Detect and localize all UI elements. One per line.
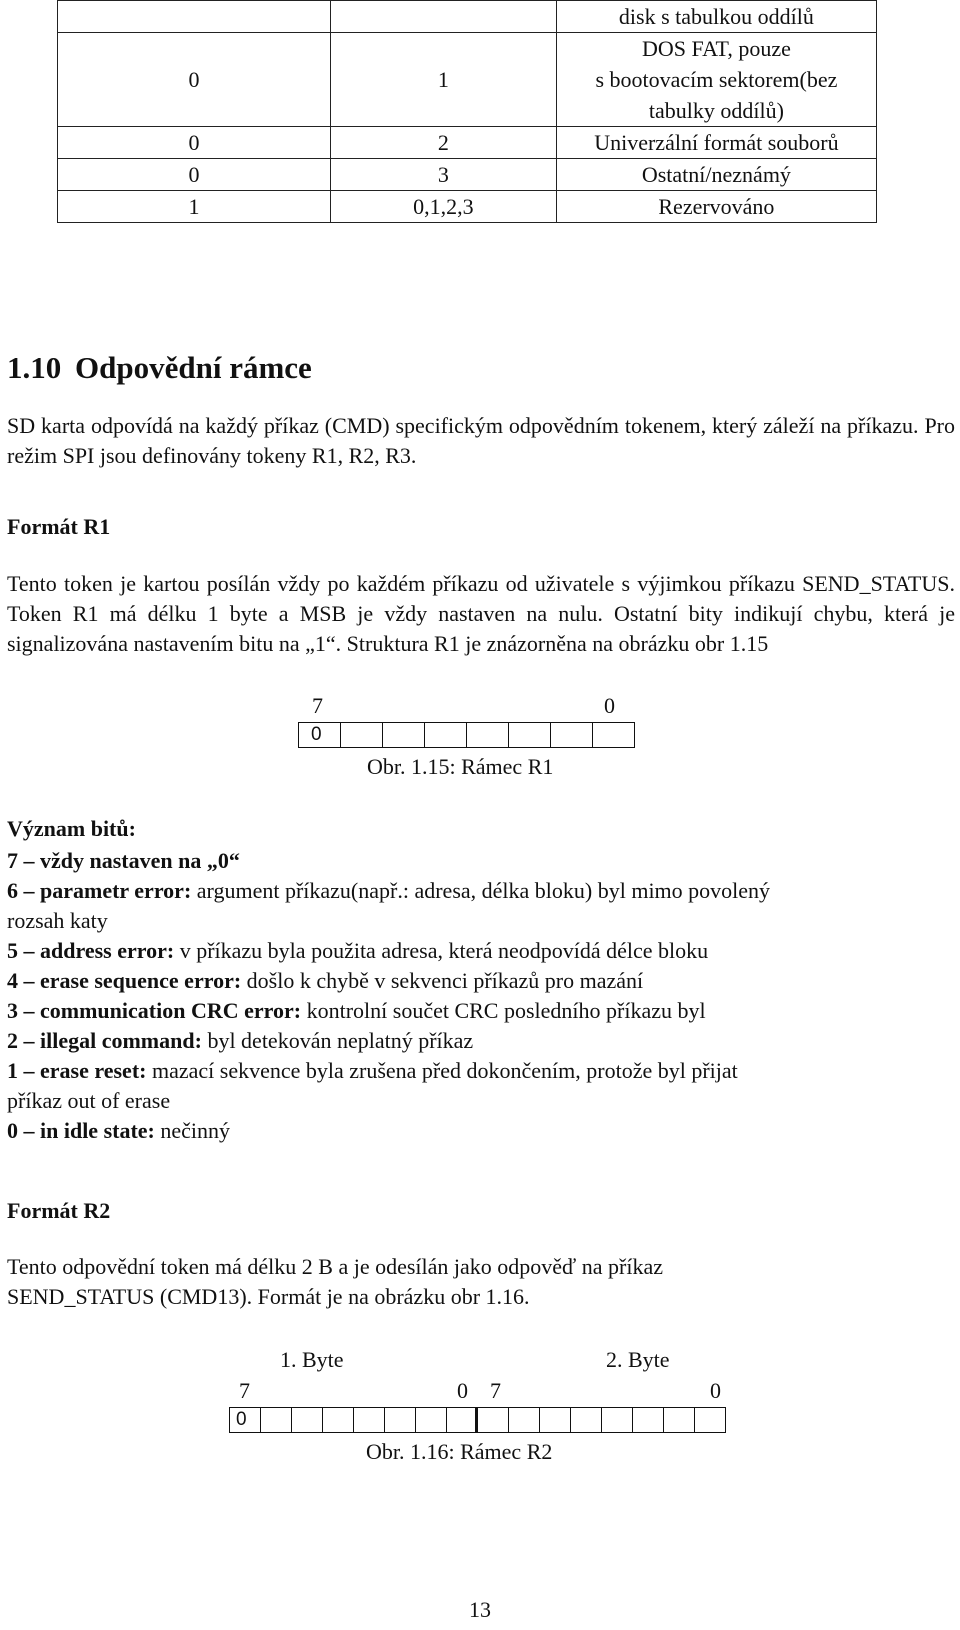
r2-figure-caption: Obr. 1.16: Rámec R2 (366, 1439, 553, 1464)
r1-figure-caption: Obr. 1.15: Rámec R1 (367, 754, 554, 779)
bit-desc: argument příkazu(např.: adresa, délka bloku) byl mimo povolený (191, 878, 771, 903)
table-cell: Rezervováno (556, 191, 876, 223)
table-cell: 2 (331, 127, 557, 159)
bit-meaning-list (7, 846, 955, 1146)
bit-cell (261, 1408, 292, 1432)
byte1-label: 1. Byte (280, 1347, 344, 1372)
byte2-bit-low: 0 (710, 1378, 721, 1403)
list-item (7, 876, 955, 906)
cell-line: tabulky oddílů) (648, 98, 784, 123)
table-cell: 0,1,2,3 (331, 191, 557, 223)
section-intro: SD karta odpovídá na každý příkaz (CMD) specifickým odpovědním tokenem, který záleží na příkazu. Pro režim SPI jsou definovány tokeny R1, R2, R3. (7, 413, 955, 468)
bit-cell (509, 1408, 540, 1432)
bit-cell (540, 1408, 571, 1432)
table-cell: disk s tabulkou oddílů (556, 1, 876, 33)
bit-cell: 0 (299, 723, 341, 747)
table-row (58, 191, 877, 223)
partition-type-table (57, 0, 877, 223)
table-cell: 1 (58, 191, 331, 223)
table-cell: 3 (331, 159, 557, 191)
table-cell (58, 1, 331, 33)
text-line: SEND_STATUS (CMD13). Formát je na obrázku obr 1.16. (7, 1284, 530, 1309)
bit-cell (571, 1408, 602, 1432)
cell-line: s bootovacím sektorem(bez (595, 67, 838, 92)
bit-label: 2 – illegal command: (7, 1028, 202, 1053)
section-heading (7, 350, 312, 386)
list-item (7, 1116, 955, 1146)
bit-cell: 0 (230, 1408, 261, 1432)
table-cell (556, 33, 876, 127)
bit-label: 4 – erase sequence error: (7, 968, 242, 993)
list-item (7, 846, 955, 876)
r2-register-diagram (229, 1407, 726, 1433)
list-item (7, 906, 955, 936)
bit-cell (695, 1408, 726, 1432)
table-cell: 0 (58, 33, 331, 127)
bits-heading: Význam bitů: (7, 816, 136, 841)
bit-cell (425, 723, 467, 747)
bit-cell (664, 1408, 695, 1432)
list-item (7, 1086, 955, 1116)
byte1-bit-high: 7 (239, 1378, 250, 1403)
table-row (58, 127, 877, 159)
byte1-bit-low: 0 (457, 1378, 468, 1403)
bit-cell (292, 1408, 323, 1432)
table-cell: 1 (331, 33, 557, 127)
bit-cell (478, 1408, 509, 1432)
list-item (7, 936, 955, 966)
table-cell: 0 (58, 159, 331, 191)
list-item (7, 1026, 955, 1056)
cell-line: DOS FAT, pouze (641, 36, 791, 61)
r1-register-diagram (298, 722, 635, 748)
list-item (7, 966, 955, 996)
byte2-bit-high: 7 (490, 1378, 501, 1403)
table-cell (331, 1, 557, 33)
table-cell: 0 (58, 127, 331, 159)
bit-desc-cont: příkaz out of erase (7, 1088, 171, 1113)
list-item (7, 996, 955, 1026)
bit-cell (509, 723, 551, 747)
bit-label: 3 – communication CRC error: (7, 998, 302, 1023)
bit-label: 6 – parametr error: (7, 878, 192, 903)
bit-desc: v příkazu byla použita adresa, která neodpovídá délce bloku (174, 938, 709, 963)
r1-heading: Formát R1 (7, 514, 111, 539)
bit-cell (323, 1408, 354, 1432)
text-line: Tento odpovědní token má délku 2 B a je odesílán jako odpověď na příkaz (7, 1254, 664, 1279)
r1-bit-high-label: 7 (312, 693, 323, 718)
bit-cell (633, 1408, 664, 1432)
section-number: 1.10 (7, 350, 62, 385)
bit-cell (447, 1408, 478, 1432)
bit-desc: kontrolní součet CRC posledního příkazu byl (301, 998, 706, 1023)
table-cell: Ostatní/neznámý (556, 159, 876, 191)
table-cell: Univerzální formát souborů (556, 127, 876, 159)
bit-desc-cont: rozsah katy (7, 908, 108, 933)
bit-label: 1 – erase reset: (7, 1058, 147, 1083)
r1-description: Tento token je kartou posílán vždy po každém příkazu od uživatele s výjimkou příkazu SEND_STATUS. Token R1 má délku 1 byte a MSB je vždy nastaven na nulu. Ostatní bity indikují chybu, která je signalizována nastavením bitu na „1“. Struktura R1 je znázorněna na obrázku obr 1.15 (7, 571, 955, 656)
table-row (58, 159, 877, 191)
bit-cell (602, 1408, 633, 1432)
bit-desc: byl detekován neplatný příkaz (201, 1028, 474, 1053)
table-row (58, 33, 877, 127)
bit-desc: mazací sekvence byla zrušena před dokončením, protože byl přijat (146, 1058, 738, 1083)
bit-desc: nečinný (154, 1118, 231, 1143)
r2-description (7, 1252, 663, 1312)
bit-cell (467, 723, 509, 747)
section-title: Odpovědní rámce (75, 350, 312, 385)
byte2-label: 2. Byte (606, 1347, 670, 1372)
bit-cell (341, 723, 383, 747)
bit-desc: došlo k chybě v sekvenci příkazů pro mazání (241, 968, 644, 993)
list-item (7, 1056, 955, 1086)
r2-heading: Formát R2 (7, 1198, 111, 1223)
table-row (58, 1, 877, 33)
r1-bit-low-label: 0 (604, 693, 615, 718)
bit-cell (354, 1408, 385, 1432)
bit-label: 0 – in idle state: (7, 1118, 155, 1143)
bit-cell (593, 723, 635, 747)
page-number: 13 (469, 1597, 491, 1622)
bit-cell (385, 1408, 416, 1432)
bit-cell (416, 1408, 447, 1432)
bit-cell (551, 723, 593, 747)
bit-cell (383, 723, 425, 747)
bit-label: 7 – vždy nastaven na „0“ (7, 848, 240, 873)
bit-label: 5 – address error: (7, 938, 175, 963)
